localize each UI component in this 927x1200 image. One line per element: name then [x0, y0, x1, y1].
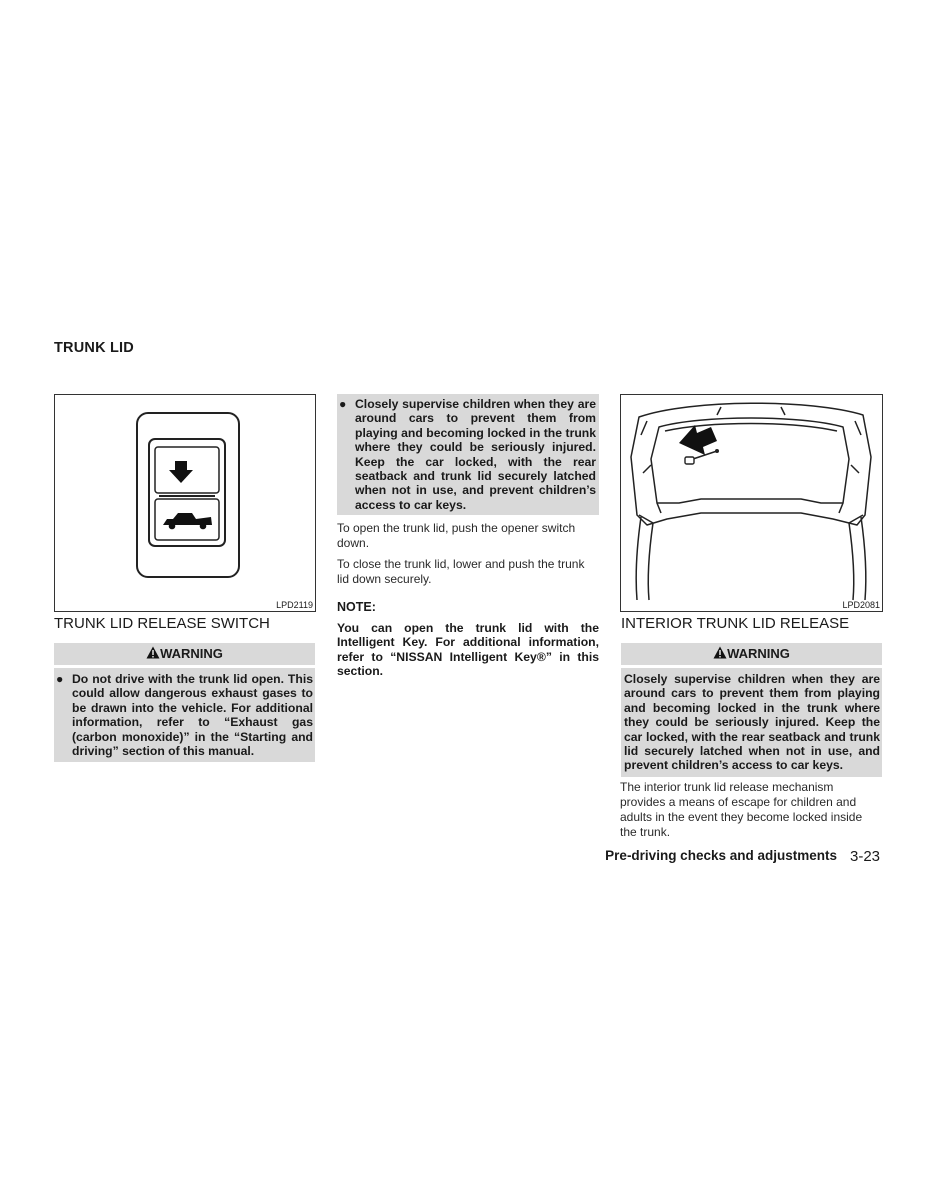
warning-text: Closely supervise children when they are around cars to prevent them from playing and becoming locked in the trunk where they could be seriously injured. Keep the car locked, with the rear seatback and trunk lid securely latched when not in use, and prevent children’s access to car keys. — [621, 668, 882, 777]
warning-triangle-icon — [146, 646, 160, 659]
trunk-switch-illustration — [55, 395, 315, 611]
warning-box-right — [621, 643, 882, 777]
interior-release-paragraph: The interior trunk lid release mechanism provides a means of escape for children and adults in the event they become locked inside the trunk. — [620, 780, 863, 839]
warning-box-left — [54, 643, 315, 762]
note-text: You can open the trunk lid with the Intelligent Key. For additional information, refer to “NISSAN Intelligent Key®” in this section. — [337, 621, 599, 679]
footer-section-label: Pre-driving checks and adjustments — [605, 848, 837, 863]
subheading-release-switch: TRUNK LID RELEASE SWITCH — [54, 615, 270, 632]
warning-box-middle — [337, 394, 599, 515]
close-trunk-paragraph: To close the trunk lid, lower and push the trunk lid down securely. — [337, 557, 585, 586]
bullet-icon: ● — [56, 672, 64, 686]
note-heading: NOTE: — [337, 600, 376, 614]
section-title: TRUNK LID — [54, 340, 134, 356]
warning-header — [54, 643, 315, 665]
warning-bullet: ● Closely supervise children when they are around cars to prevent them from playing and becoming locked in the trunk where they could be seriously injured. Keep the car locked, with the rear seatback and trunk lid securely latched when not in use, and prevent children’s access to car keys. — [339, 397, 596, 512]
figure-code: LPD2081 — [842, 600, 880, 610]
page-number: 3-23 — [850, 848, 881, 865]
warning-header — [621, 643, 882, 665]
interior-trunk-illustration — [621, 395, 882, 611]
bullet-icon: ● — [339, 397, 347, 411]
trunk-switch-figure — [54, 394, 316, 612]
warning-triangle-icon — [713, 646, 727, 659]
warning-bullet: ● Do not drive with the trunk lid open. This could allow dangerous exhaust gases to be drawn into the vehicle. For additional information, refer to “Exhaust gas (carbon monoxide)” in the “Starting and driving” section of this manual. — [56, 672, 313, 759]
open-trunk-paragraph: To open the trunk lid, push the opener switch down. — [337, 521, 576, 550]
interior-trunk-figure — [620, 394, 883, 612]
subheading-interior-release: INTERIOR TRUNK LID RELEASE — [621, 615, 850, 632]
figure-code: LPD2119 — [276, 600, 313, 610]
warning-label: WARNING — [727, 646, 790, 661]
warning-label: WARNING — [160, 646, 223, 661]
